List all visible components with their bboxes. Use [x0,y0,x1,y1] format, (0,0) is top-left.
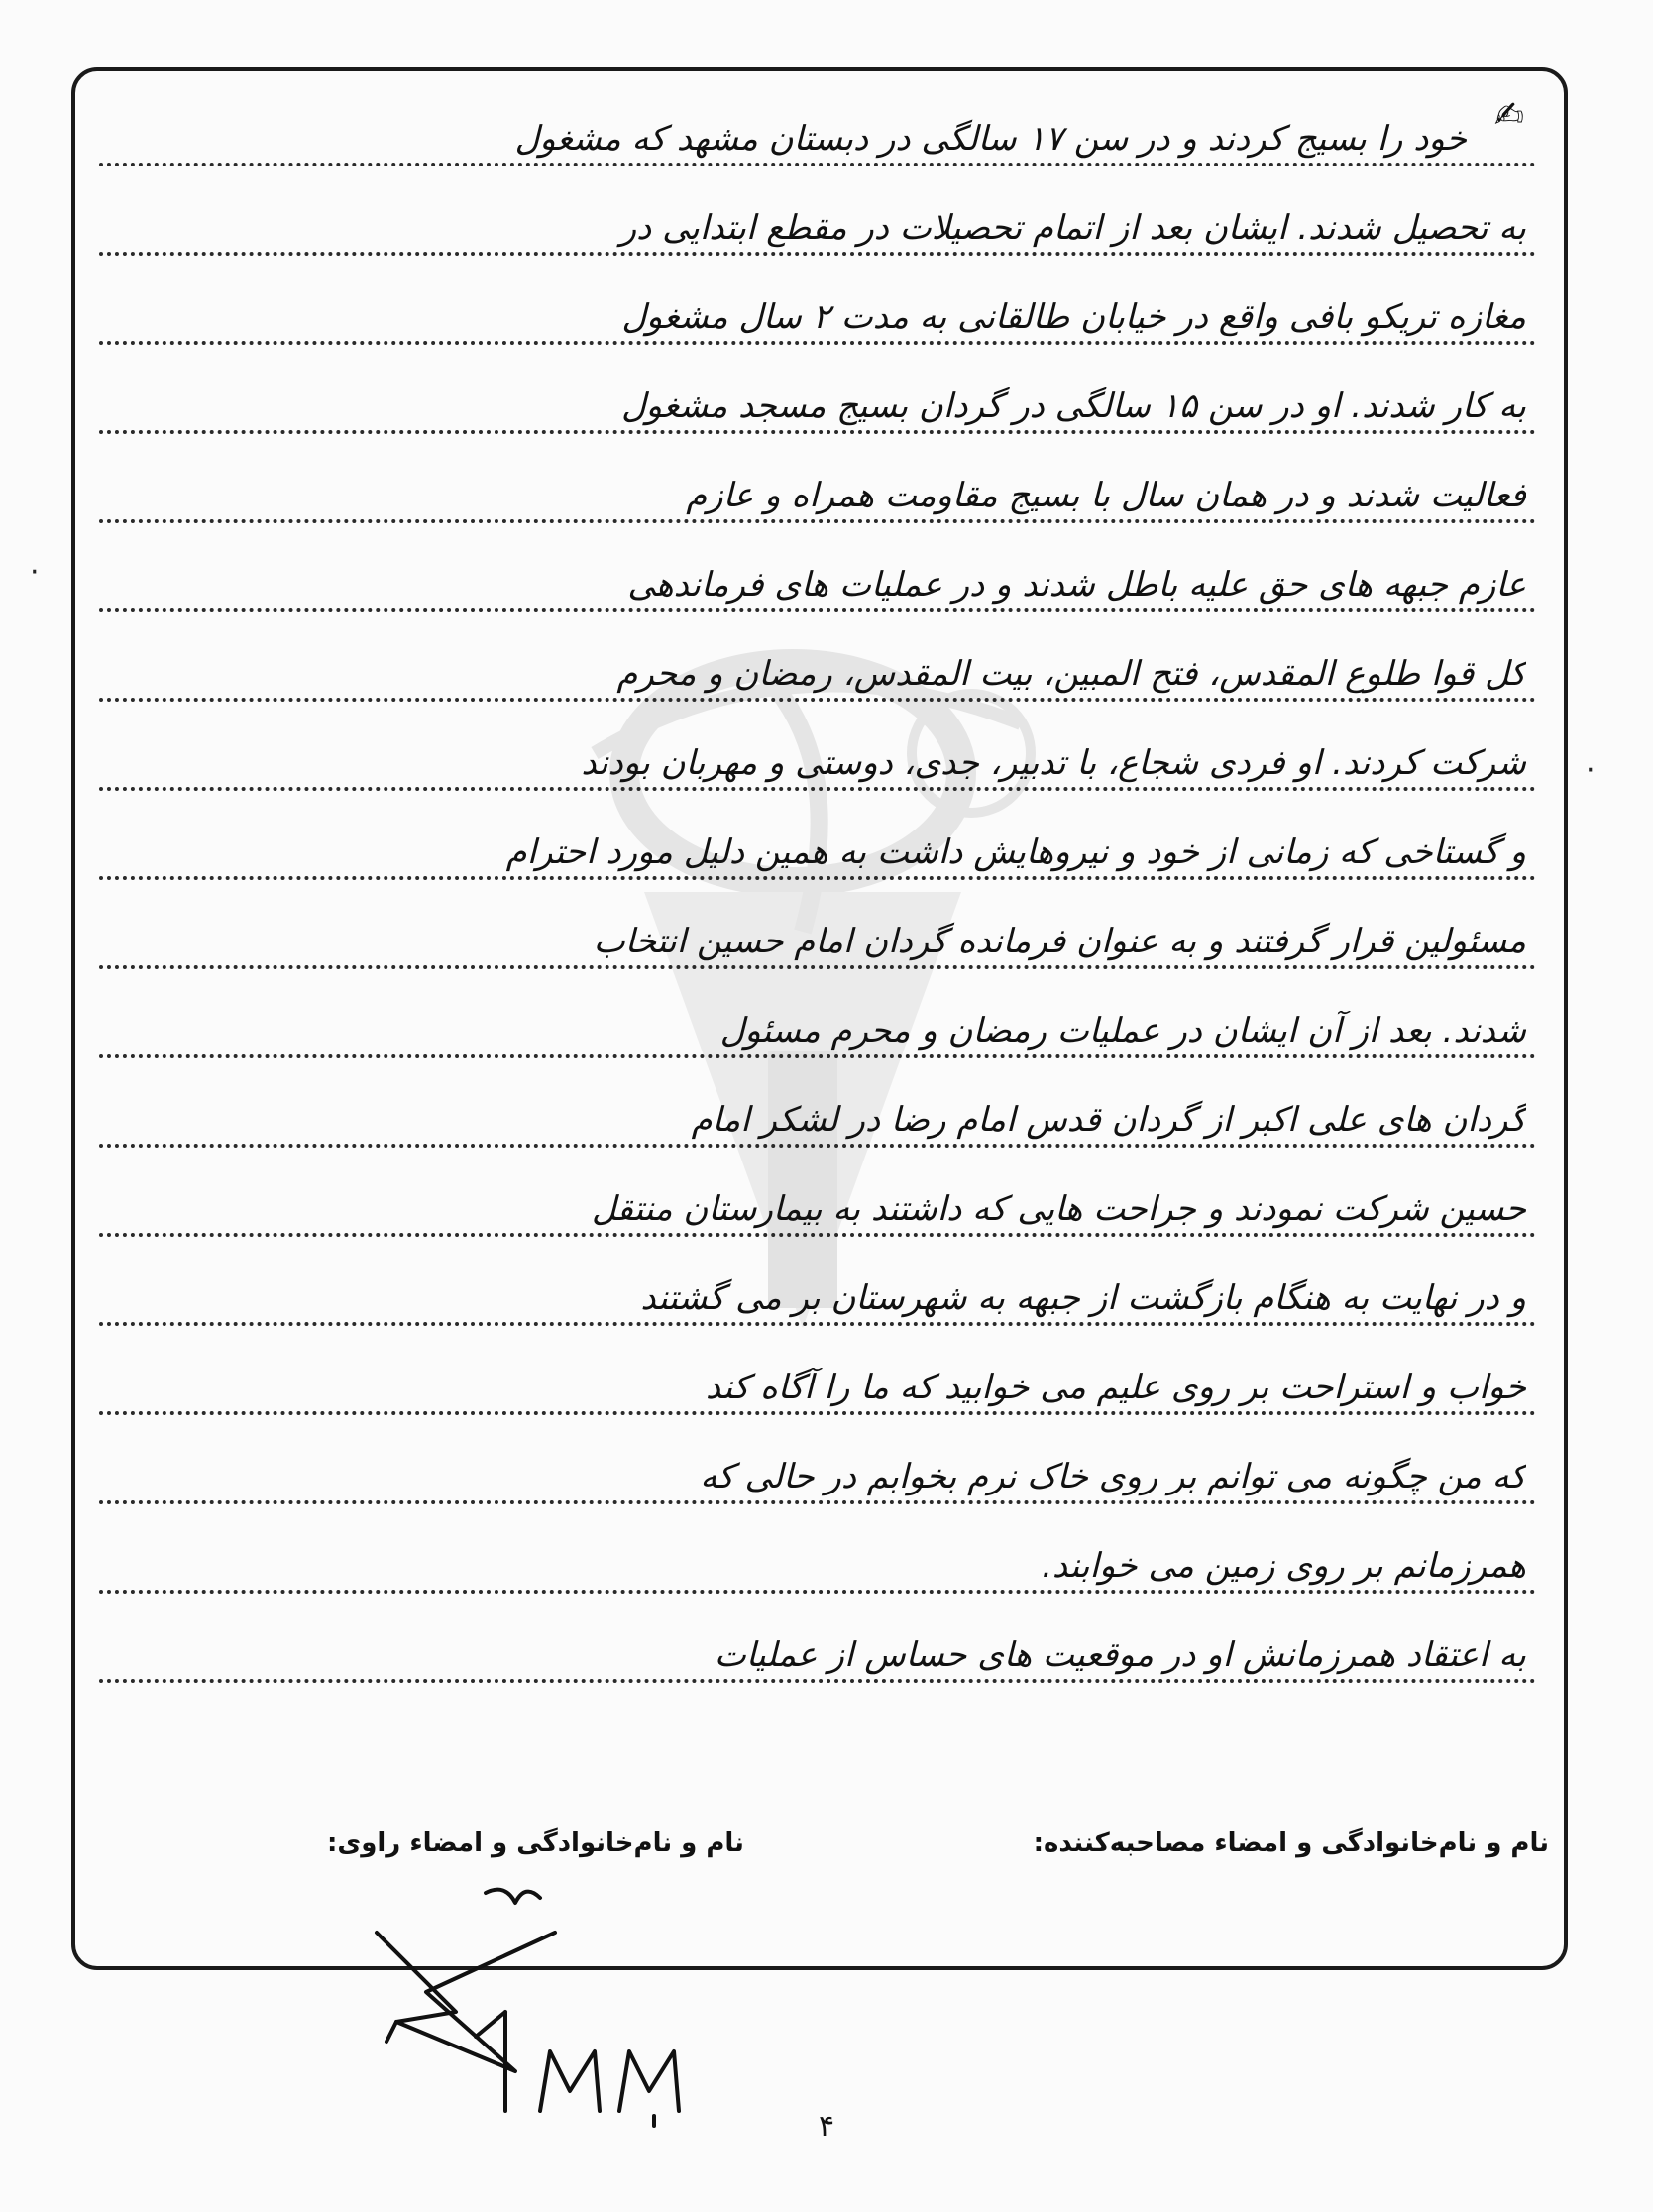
margin-mark: · [30,555,40,590]
line-text: و در نهایت به هنگام بازگشت از جبهه به شهرستان بر می گشتند [640,1278,1526,1318]
text-line [99,1605,1536,1695]
line-text: که من چگونه می توانم بر روی خاک نرم بخوابم در حالی که [700,1457,1526,1496]
dotted-rule [99,1054,1536,1058]
text-line [99,624,1536,714]
line-text: همرزمانم بر روی زمین می خوابند. [1042,1546,1526,1586]
handwritten-signature [357,1863,773,2170]
line-text: خواب و استراحت بر روی علیم می خوابید که ما را آگاه کند [705,1368,1526,1407]
line-text: شرکت کردند. او فردی شجاع، با تدبیر، جدی، دوستی و مهربان بودند [581,743,1526,783]
line-text: کل قوا طلوع المقدس، فتح المبین، بیت المقدس، رمضان و محرم [616,654,1526,694]
text-line [99,535,1536,624]
text-line [99,1427,1536,1516]
pen-marker-icon: ✍ [1493,95,1524,136]
dotted-rule [99,1411,1536,1415]
line-text: حسین شرکت نمودند و جراحت هایی که داشتند به بیمارستان منتقل [591,1189,1526,1229]
text-line [99,892,1536,981]
dotted-rule [99,965,1536,969]
interviewer-signature-label: نام و نام‌خانوادگی و امضاء مصاحبه‌کننده: [1033,1828,1549,1858]
line-text: به کار شدند. او در سن ۱۵ سالگی در گردان بسیج مسجد مشغول [620,387,1526,426]
dotted-rule [99,163,1536,166]
line-text: مسئولین قرار گرفتند و به عنوان فرمانده گردان امام حسین انتخاب [593,922,1526,961]
dotted-rule [99,1590,1536,1594]
text-line [99,446,1536,535]
dotted-rule [99,698,1536,702]
text-line [99,1160,1536,1249]
text-line [99,1070,1536,1160]
dotted-rule [99,1322,1536,1326]
text-line [99,981,1536,1070]
dotted-rule [99,1233,1536,1237]
text-line [99,268,1536,357]
handwritten-body [99,79,1536,1962]
line-text: فعالیت شدند و در همان سال با بسیج مقاومت همراه و عازم [686,476,1526,515]
line-text: خود را بسیج کردند و در سن ۱۷ سالگی در دبستان مشهد که مشغول [514,119,1467,159]
text-line [99,357,1536,446]
dotted-rule [99,1679,1536,1683]
text-line [99,1249,1536,1338]
text-line [99,89,1536,178]
line-text: گردان های علی اکبر از گردان قدس امام رضا در لشکر امام [691,1100,1526,1140]
text-line [99,178,1536,268]
dotted-rule [99,1144,1536,1148]
dotted-rule [99,608,1536,612]
narrator-signature-label: نام و نام‌خانوادگی و امضاء راوی: [327,1828,744,1858]
dotted-rule [99,341,1536,345]
line-text: و گستاخی که زمانی از خود و نیروهایش داشت به همین دلیل مورد احترام [505,832,1526,872]
dotted-rule [99,787,1536,791]
dotted-rule [99,519,1536,523]
text-line [99,1516,1536,1605]
dotted-rule [99,430,1536,434]
line-text: عازم جبهه های حق علیه باطل شدند و در عملیات های فرماندهی [627,565,1526,605]
dotted-rule [99,252,1536,256]
text-line [99,1338,1536,1427]
line-text: شدند. بعد از آن ایشان در عملیات رمضان و محرم مسئول [719,1011,1526,1051]
line-text: به اعتقاد همرزمانش او در موقعیت های حساس از عملیات [714,1635,1526,1675]
dotted-rule [99,1500,1536,1504]
page-number: ۴ [819,2109,835,2144]
line-text: به تحصیل شدند. ایشان بعد از اتمام تحصیلات در مقطع ابتدایی در [619,208,1526,248]
dotted-rule [99,876,1536,880]
text-line [99,803,1536,892]
text-line [99,714,1536,803]
margin-mark: · [1586,753,1596,788]
line-text: مغازه تریکو بافی واقع در خیابان طالقانی به مدت ۲ سال مشغول [621,297,1526,337]
